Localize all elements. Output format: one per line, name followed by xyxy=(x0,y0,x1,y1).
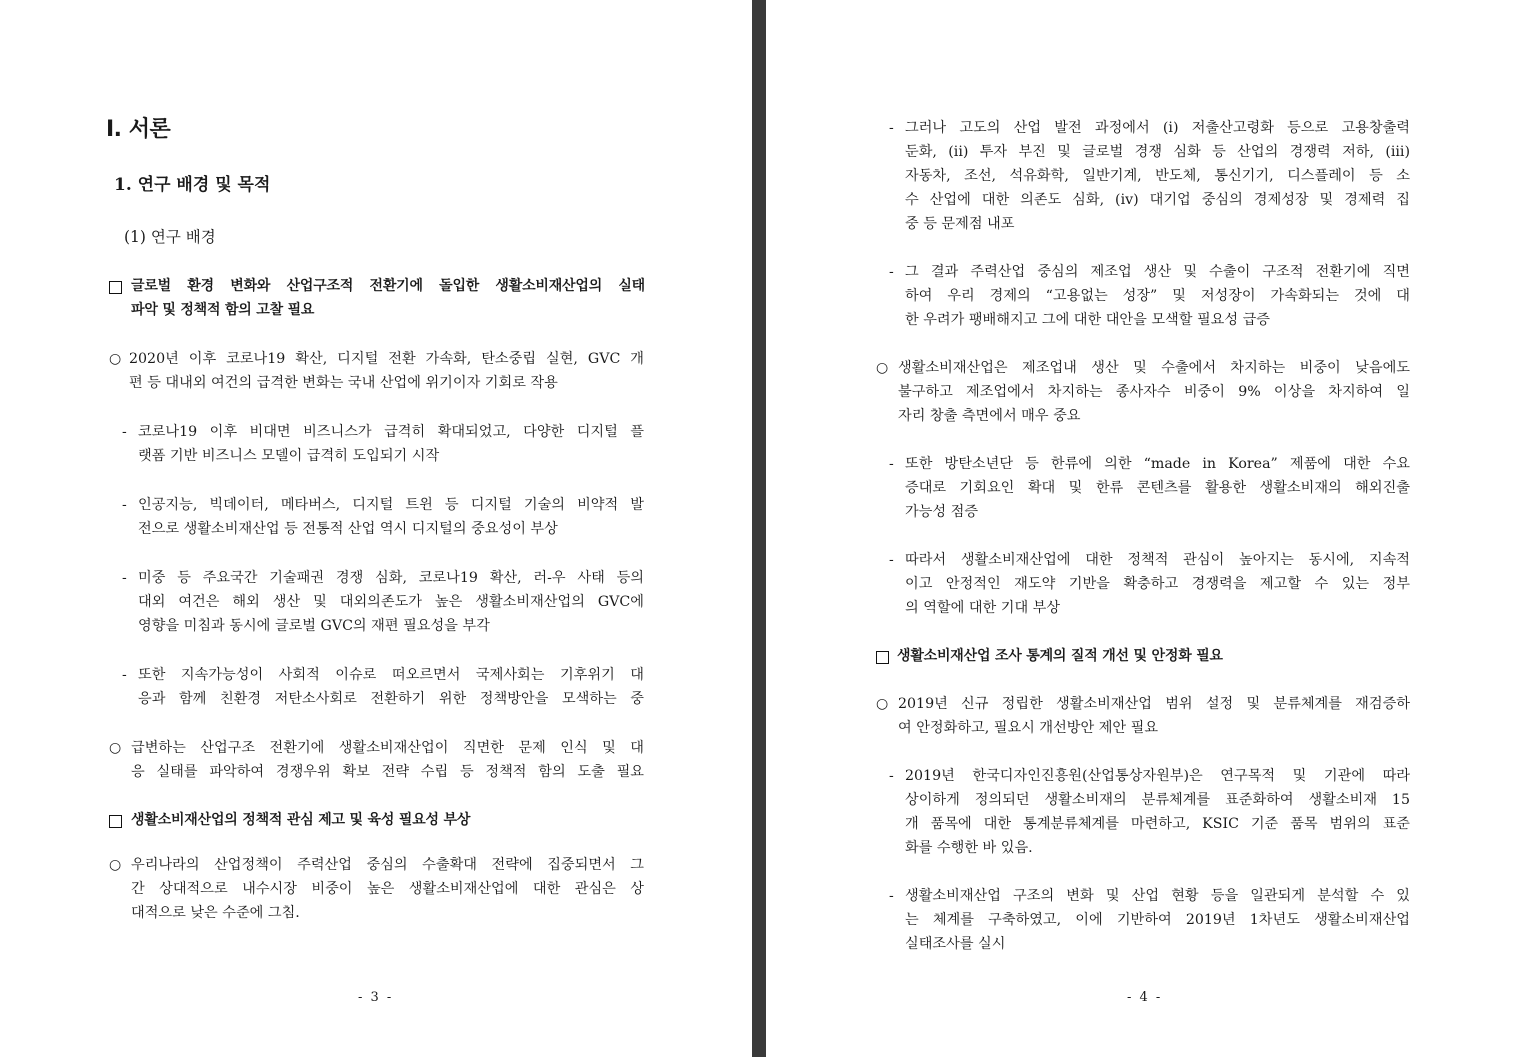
paragraph-line: 응 실태를 파악하여 경쟁우위 확보 전략 수립 등 정책적 함의 도출 필요 xyxy=(131,764,644,780)
page-gutter xyxy=(752,0,766,1057)
checkbox-square-icon xyxy=(109,281,122,294)
dash-paragraph xyxy=(138,566,644,638)
paragraph-line: 간 상대적으로 내수시장 비중이 높은 생활소비재산업에 대한 관심은 상 xyxy=(131,881,644,897)
checkbox-square-icon xyxy=(876,651,889,664)
dash-paragraph xyxy=(905,884,1410,956)
document-page-3 xyxy=(0,0,752,1057)
paragraph-line: 2019년 신규 정립한 생활소비재산업 범위 설정 및 분류체계를 재검증하 xyxy=(898,696,1410,712)
paragraph-line: 그러나 고도의 산업 발전 과정에서 (i) 저출산고령화 등으로 고용창출력 xyxy=(905,120,1410,136)
paragraph-line: 불구하고 제조업에서 차지하는 종사자수 비중이 9% 이상을 차지하여 일 xyxy=(898,384,1410,400)
page-number: - 3 - xyxy=(358,990,394,1005)
paragraph-line: 또한 방탄소년단 등 한류에 의한 “made in Korea” 제품에 대한 수요 xyxy=(905,456,1410,472)
paragraph-line: 수 산업에 대한 의존도 심화, (iv) 대기업 중심의 경제성장 및 경제력 집 xyxy=(905,192,1410,208)
paragraph-line: 대적으로 낮은 수준에 그침. xyxy=(131,905,300,921)
chapter-heading: I. 서론 xyxy=(106,117,171,142)
dash-bullet-icon: - xyxy=(122,667,127,683)
paragraph-line: 증대로 기회요인 확대 및 한류 콘텐츠를 활용한 생활소비재의 해외진출 xyxy=(905,480,1410,496)
box-heading-line: 글로벌 환경 변화와 산업구조적 전환기에 돌입한 생활소비재산업의 실태 xyxy=(131,278,645,294)
dash-bullet-icon: - xyxy=(889,552,894,568)
paragraph-line: 응과 함께 친환경 저탄소사회로 전환하기 위한 정책방안을 모색하는 중 xyxy=(138,691,644,707)
paragraph-line: 중 등 문제점 내포 xyxy=(905,216,1015,232)
paragraph-line: 또한 지속가능성이 사회적 이슈로 떠오르면서 국제사회는 기후위기 대 xyxy=(138,667,644,683)
page-number: - 4 - xyxy=(1127,990,1163,1005)
circle-paragraph xyxy=(131,853,644,925)
paragraph-line: 자리 창출 측면에서 매우 중요 xyxy=(898,408,1081,424)
dash-paragraph xyxy=(138,663,644,711)
dash-bullet-icon: - xyxy=(122,424,127,440)
dash-bullet-icon: - xyxy=(122,570,127,586)
checkbox-square-icon xyxy=(109,815,122,828)
box-heading xyxy=(897,644,1223,668)
box-heading-line: 생활소비재산업 조사 통계의 질적 개선 및 안정화 필요 xyxy=(897,648,1223,664)
paragraph-line: 상이하게 정의되던 생활소비재의 분류체계를 표준화하여 생활소비재 15 xyxy=(905,792,1410,808)
dash-paragraph xyxy=(905,548,1410,620)
paragraph-line: 이고 안정적인 재도약 기반을 확충하고 경쟁력을 제고할 수 있는 정부 xyxy=(905,576,1410,592)
paragraph-line: 여 안정화하고, 필요시 개선방안 제안 필요 xyxy=(898,720,1159,736)
circle-paragraph xyxy=(129,347,644,395)
box-heading-line: 파악 및 정책적 함의 고찰 필요 xyxy=(131,302,315,318)
box-heading xyxy=(131,274,645,322)
dash-paragraph xyxy=(138,420,644,468)
paragraph-line: 2020년 이후 코로나19 확산, 디지털 전환 가속화, 탄소중립 실현, GVC 개 xyxy=(129,351,644,367)
paragraph-line: 우리나라의 산업정책이 주력산업 중심의 수출확대 전략에 집중되면서 그 xyxy=(131,857,644,873)
paragraph-line: 전으로 생활소비재산업 등 전통적 산업 역시 디지털의 중요성이 부상 xyxy=(138,521,558,537)
dash-paragraph xyxy=(905,452,1410,524)
paragraph-line: 미중 등 주요국간 기술패권 경쟁 심화, 코로나19 확산, 러-우 사태 등의 xyxy=(138,570,644,586)
paragraph-line: 는 체계를 구축하였고, 이에 기반하여 2019년 1차년도 생활소비재산업 xyxy=(905,912,1410,928)
circle-bullet-icon: ○ xyxy=(876,360,889,376)
paragraph-line: 의 역할에 대한 기대 부상 xyxy=(905,600,1061,616)
paragraph-line: 화를 수행한 바 있음. xyxy=(905,840,1033,856)
dash-bullet-icon: - xyxy=(889,456,894,472)
paragraph-line: 랫폼 기반 비즈니스 모델이 급격히 도입되기 시작 xyxy=(138,448,440,464)
box-heading-line: 생활소비재산업의 정책적 관심 제고 및 육성 필요성 부상 xyxy=(131,812,471,828)
box-heading xyxy=(131,808,470,832)
paragraph-line: 2019년 한국디자인진흥원(산업통상자원부)은 연구목적 및 기관에 따라 xyxy=(905,768,1410,784)
dash-bullet-icon: - xyxy=(889,264,894,280)
document-page-4 xyxy=(766,0,1517,1057)
paragraph-line: 그 결과 주력산업 중심의 제조업 생산 및 수출이 구조적 전환기에 직면 xyxy=(905,264,1410,280)
circle-paragraph xyxy=(131,736,644,784)
subsection-heading: (1) 연구 배경 xyxy=(124,228,216,246)
circle-bullet-icon: ○ xyxy=(109,351,122,367)
circle-bullet-icon: ○ xyxy=(109,857,122,873)
paragraph-line: 둔화, (ii) 투자 부진 및 글로벌 경쟁 심화 등 산업의 경쟁력 저하, (iii) xyxy=(905,144,1410,160)
paragraph-line: 실태조사를 실시 xyxy=(905,936,1006,952)
paragraph-line: 인공지능, 빅데이터, 메타버스, 디지털 트윈 등 디지털 기술의 비약적 발 xyxy=(138,497,644,513)
paragraph-line: 대외 여건은 해외 생산 및 대외의존도가 높은 생활소비재산업의 GVC에 xyxy=(138,594,644,610)
paragraph-line: 편 등 대내외 여건의 급격한 변화는 국내 산업에 위기이자 기회로 작용 xyxy=(129,375,558,391)
section-heading: 1. 연구 배경 및 목적 xyxy=(114,175,271,195)
circle-bullet-icon: ○ xyxy=(109,740,122,756)
circle-paragraph xyxy=(898,692,1410,740)
circle-paragraph xyxy=(898,356,1410,428)
paragraph-line: 생활소비재산업은 제조업내 생산 및 수출에서 차지하는 비중이 낮음에도 xyxy=(898,360,1410,376)
paragraph-line: 자동차, 조선, 석유화학, 일반기계, 반도체, 통신기기, 디스플레이 등 소 xyxy=(905,168,1410,184)
dash-paragraph xyxy=(905,116,1410,236)
paragraph-line: 가능성 점증 xyxy=(905,504,979,520)
dash-bullet-icon: - xyxy=(122,497,127,513)
paragraph-line: 개 품목에 대한 통계분류체계를 마련하고, KSIC 기준 품목 범위의 표준 xyxy=(905,816,1410,832)
paragraph-line: 따라서 생활소비재산업에 대한 정책적 관심이 높아지는 동시에, 지속적 xyxy=(905,552,1410,568)
paragraph-line: 한 우려가 팽배해지고 그에 대한 대안을 모색할 필요성 급증 xyxy=(905,312,1271,328)
dash-bullet-icon: - xyxy=(889,120,894,136)
paragraph-line: 영향을 미침과 동시에 글로벌 GVC의 재편 필요성을 부각 xyxy=(138,618,490,634)
paragraph-line: 하여 우리 경제의 “고용없는 성장” 및 저성장이 가속화되는 것에 대 xyxy=(905,288,1410,304)
dash-paragraph xyxy=(905,764,1410,860)
paragraph-line: 급변하는 산업구조 전환기에 생활소비재산업이 직면한 문제 인식 및 대 xyxy=(131,740,644,756)
dash-bullet-icon: - xyxy=(889,768,894,784)
paragraph-line: 생활소비재산업 구조의 변화 및 산업 현황 등을 일관되게 분석할 수 있 xyxy=(905,888,1410,904)
dash-paragraph xyxy=(138,493,644,541)
circle-bullet-icon: ○ xyxy=(876,696,889,712)
dash-bullet-icon: - xyxy=(889,888,894,904)
paragraph-line: 코로나19 이후 비대면 비즈니스가 급격히 확대되었고, 다양한 디지털 플 xyxy=(138,424,644,440)
dash-paragraph xyxy=(905,260,1410,332)
